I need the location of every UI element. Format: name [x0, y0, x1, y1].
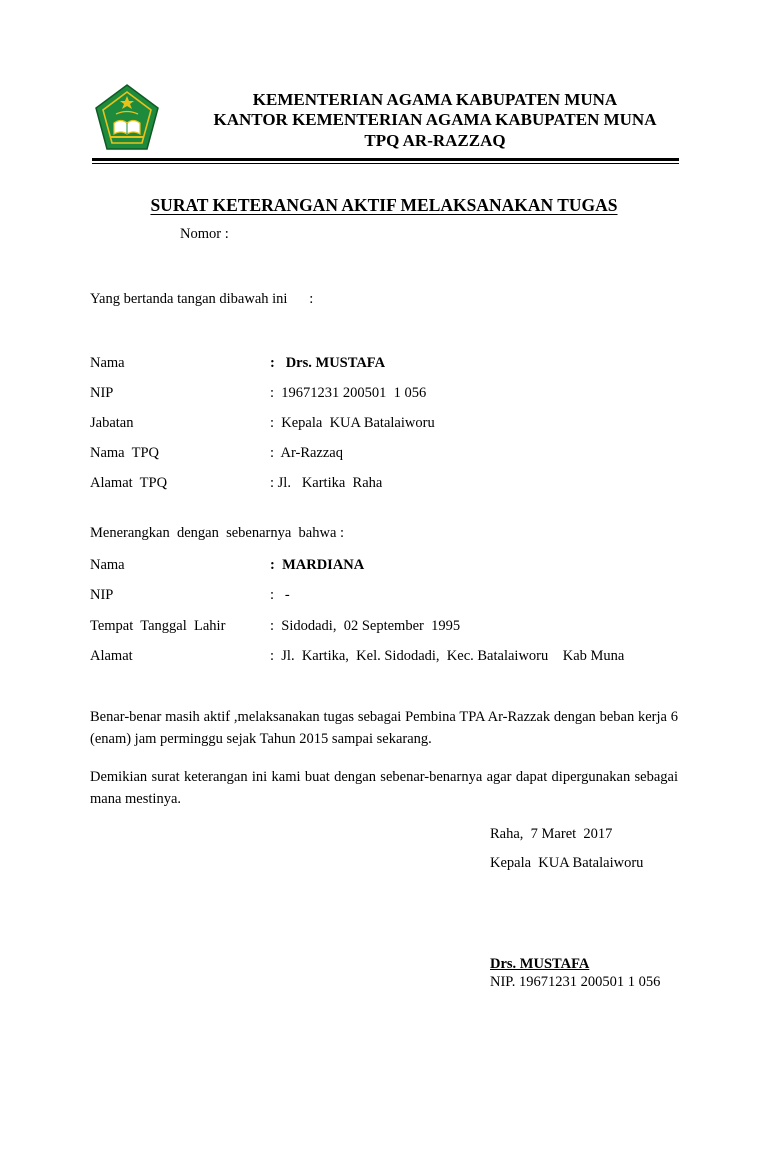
signer-name-label: Nama [90, 355, 125, 371]
signer-tpq-address-value: : Jl. Kartika Raha [270, 475, 383, 491]
subject-birth-label: Tempat Tanggal Lahir [90, 618, 226, 634]
statement-text: Menerangkan dengan sebenarnya bahwa : [90, 525, 345, 541]
signer-position-label: Jabatan [90, 415, 134, 431]
signer-name-value: : Drs. MUSTAFA [270, 355, 386, 371]
document-title: SURAT KETERANGAN AKTIF MELAKSANAKAN TUGAS [150, 195, 618, 215]
letterhead-rule-thin [92, 163, 679, 164]
signer-tpq-address-label: Alamat TPQ [90, 475, 168, 491]
subject-nip-label: NIP [90, 587, 114, 603]
body-paragraph-1: Benar-benar masih aktif ,melaksanakan tugas sebagai Pembina TPA Ar-Razzak dengan beban kerja 6 (enam) jam perminggu sejak Tahun 2015 sampai sekarang. [90, 709, 678, 747]
signer-tpq-name-label: Nama TPQ [90, 445, 160, 461]
signer-nip-label: NIP [90, 385, 114, 401]
signer-nip-value: : 19671231 200501 1 056 [270, 385, 427, 401]
subject-name-label: Nama [90, 557, 125, 573]
letterhead-line-1: KEMENTERIAN AGAMA KABUPATEN MUNA [252, 90, 618, 109]
letterhead-rule-thick [92, 158, 679, 161]
signature-nip: NIP. 19671231 200501 1 056 [490, 974, 661, 990]
subject-address-value: : Jl. Kartika, Kel. Sidodadi, Kec. Batalaiworu Kab Muna [270, 648, 625, 664]
subject-address-label: Alamat [90, 648, 133, 664]
kementerian-agama-emblem-icon [94, 83, 160, 153]
signer-position-value: : Kepala KUA Batalaiworu [270, 415, 435, 431]
signature-place-date: Raha, 7 Maret 2017 [490, 826, 613, 842]
subject-name-value: : MARDIANA [270, 557, 365, 573]
signer-tpq-name-value: : Ar-Razzaq [270, 445, 343, 461]
body-paragraph-2: Demikian surat keterangan ini kami buat dengan sebenar-benarnya agar dapat dipergunakan sebagai mana mestinya. [90, 769, 678, 807]
document-number: Nomor : [180, 226, 229, 242]
subject-birth-value: : Sidodadi, 02 September 1995 [270, 618, 461, 634]
intro-text: Yang bertanda tangan dibawah ini : [90, 291, 314, 307]
signature-name: Drs. MUSTAFA [490, 956, 590, 972]
subject-nip-value: : - [270, 587, 290, 603]
letterhead-line-2: KANTOR KEMENTERIAN AGAMA KABUPATEN MUNA [213, 110, 657, 129]
letterhead-line-3: TPQ AR-RAZZAQ [364, 131, 506, 150]
signature-position: Kepala KUA Batalaiworu [490, 855, 644, 871]
